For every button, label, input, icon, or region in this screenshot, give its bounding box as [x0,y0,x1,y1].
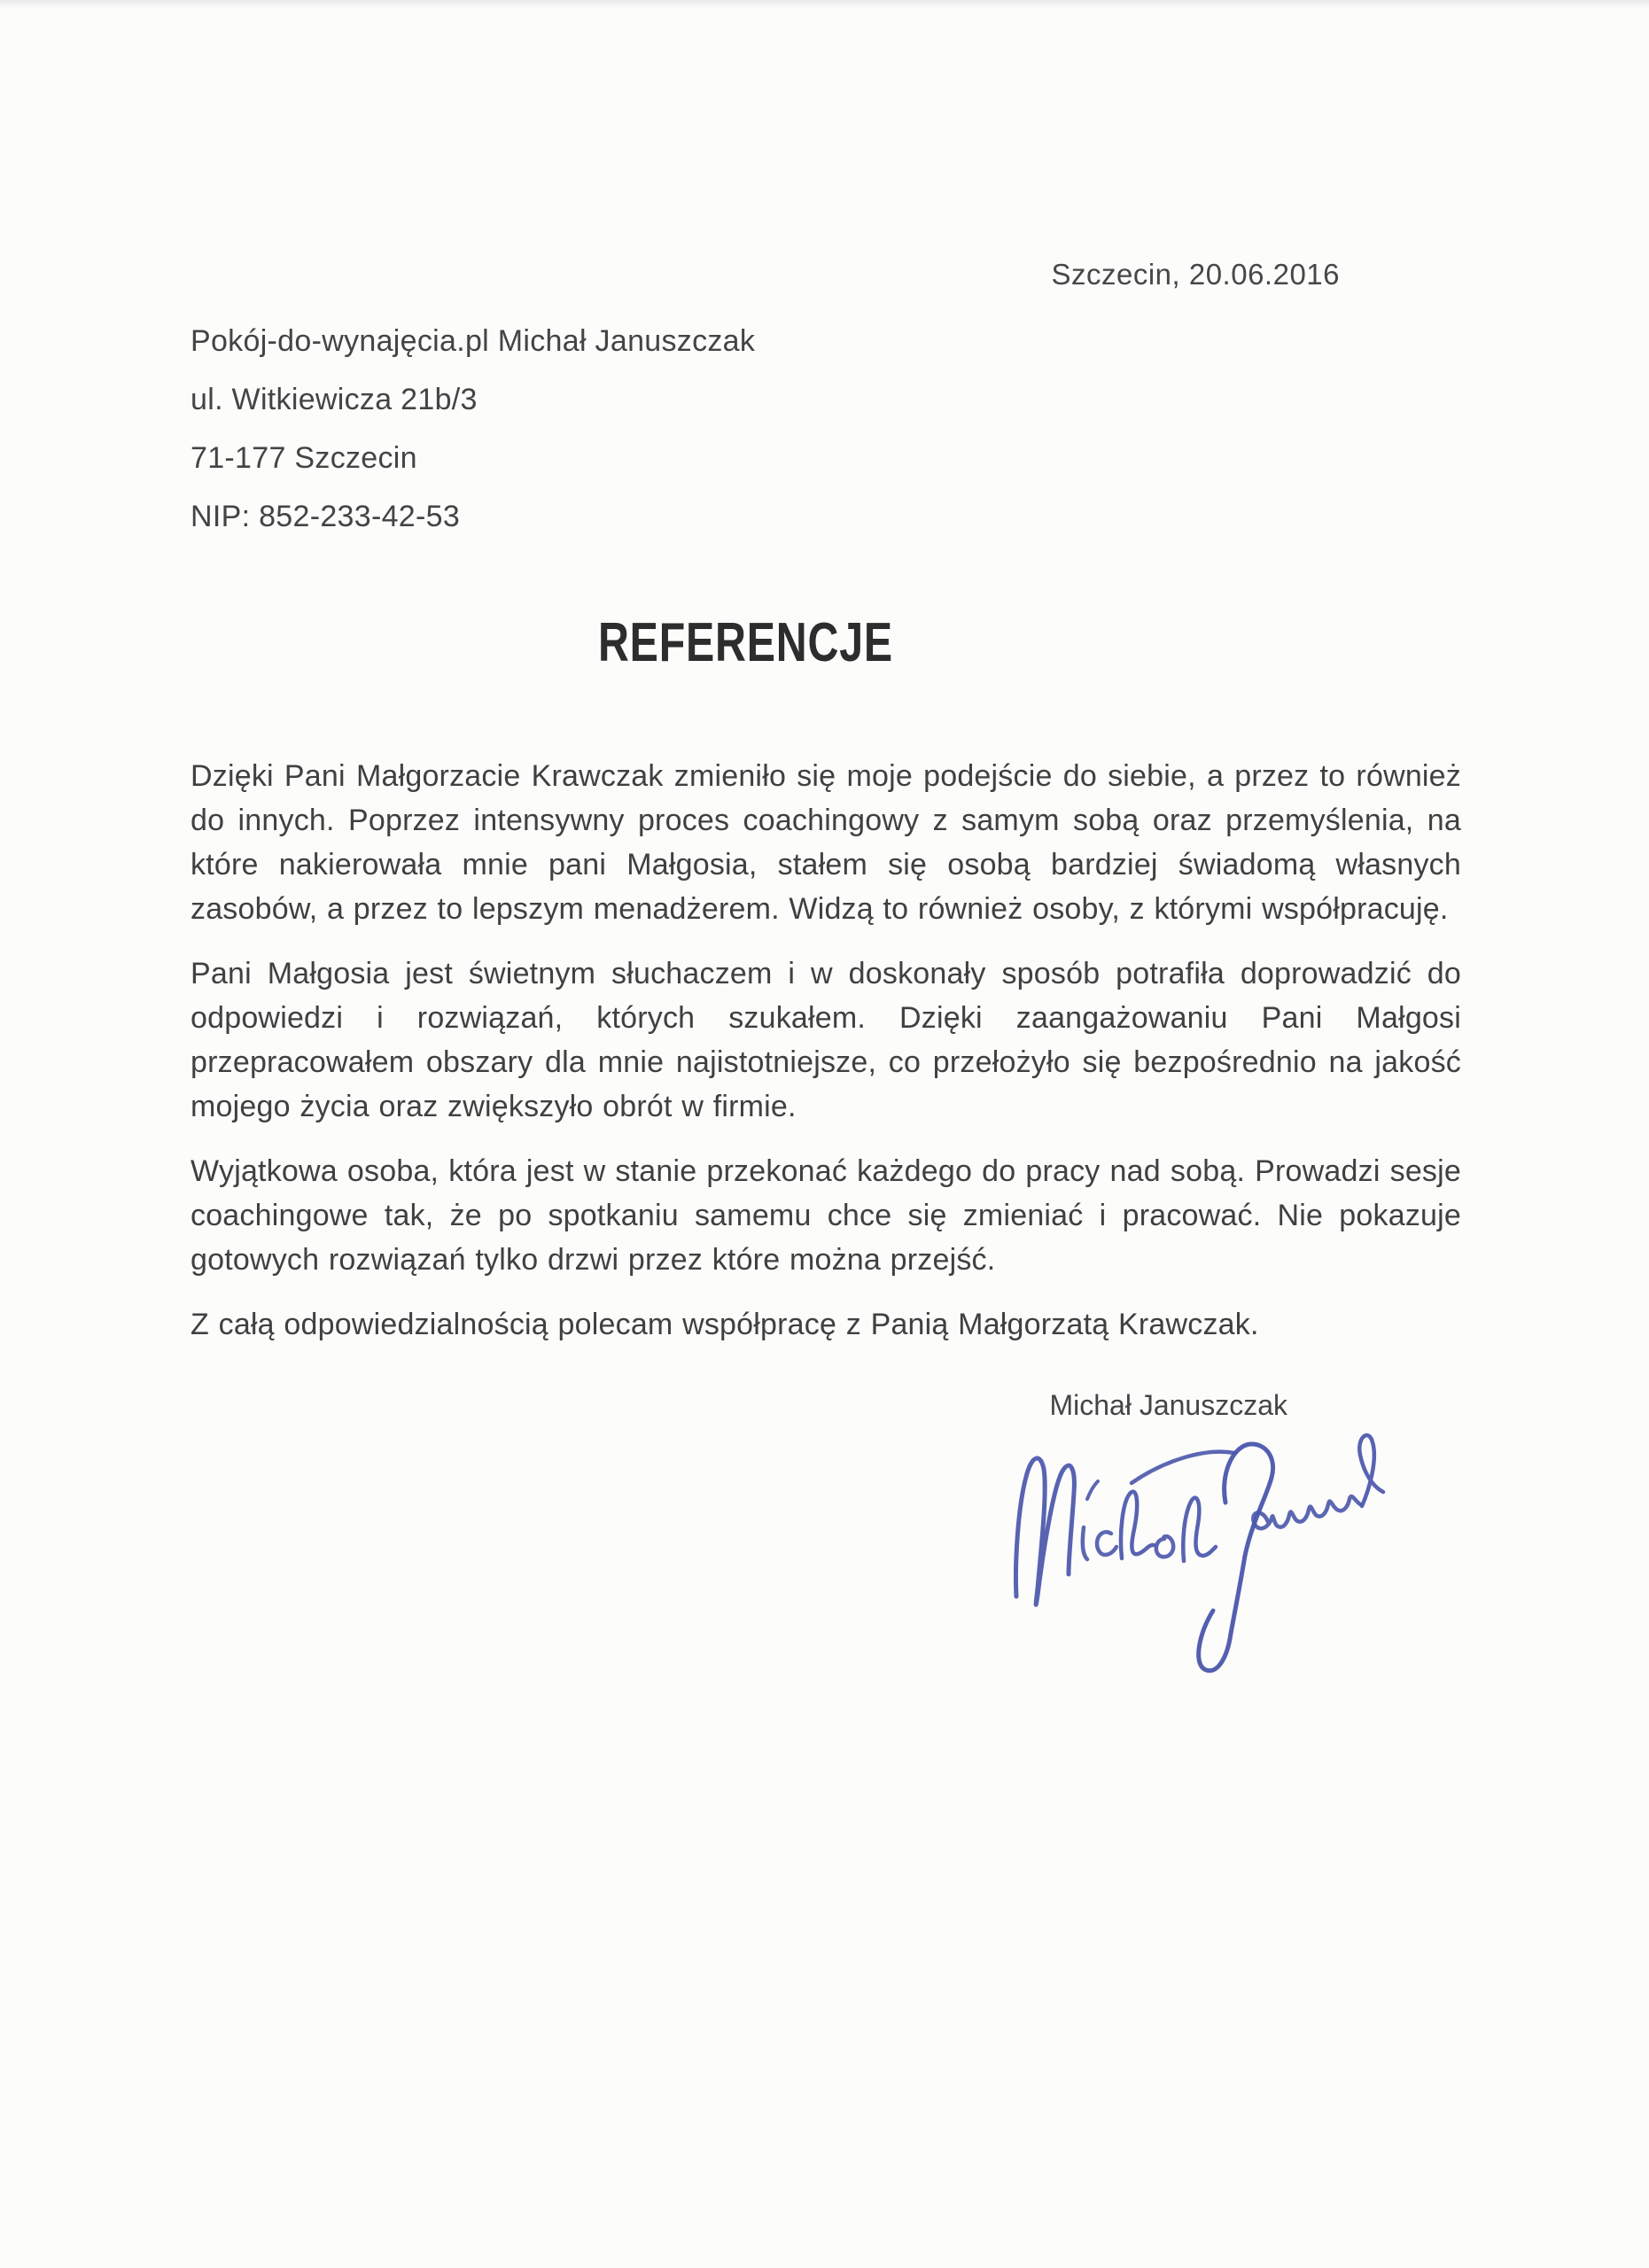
paragraph-4: Z całą odpowiedzialnością polecam współpracę z Panią Małgorzatą Krawczak. [191,1308,1259,1341]
handwritten-signature-ink [979,1414,1404,1697]
sender-line-city: 71-177 Szczecin [191,441,417,475]
signature-stroke-i [1083,1527,1087,1559]
sender-block [191,312,988,546]
signature-stroke-flourish [1359,1435,1383,1506]
sender-line-street: ul. Witkiewicza 21b/3 [191,383,478,416]
signature-stroke-h [1121,1492,1154,1558]
sender-line-company: Pokój-do-wynajęcia.pl Michał Januszczak [191,324,756,358]
signature-stroke-anuszcza [1253,1496,1360,1528]
scan-shadow-top [0,0,1649,9]
signature-stroke-swoosh [1132,1452,1234,1483]
signature-stroke-o [1156,1536,1173,1557]
letter-body [191,754,1461,1367]
paragraph-1: Dzięki Pani Małgorzacie Krawczak zmieniło się moje podejście do siebie, a przez to również do innych. Poprzez intensywny proces coachingowy z samym sobą oraz przemyślenia, na które nakierowała mnie pani Małgosia, stałem się osobą bardziej świadomą własnych zasobów, a przez to lepszym menadżerem. Widzą to również osoby, z którymi współpracuję. [191,759,1461,926]
signature-stroke-l [1183,1498,1216,1561]
letter-title-row [191,611,1300,674]
date-line: Szczecin, 20.06.2016 [1051,258,1340,291]
paragraph-2: Pani Małgosia jest świetnym słuchaczem i w doskonały sposób potrafiła doprowadzić do odpowiedzi i rozwiązań, których szukałem. Dzięki zaangażowaniu Pani Małgosi przepracowałem obszary dla mnie najistotniejsze, co przełożyło się bezpośrednio na jakość mojego życia oraz zwiększyło obrót w firmie. [191,957,1461,1123]
signature-stroke-m [1015,1458,1074,1604]
letter-title: REFERENCJE [597,612,893,673]
signature-printed-name: Michał Januszczak [1049,1389,1287,1421]
sender-line-nip: NIP: 852-233-42-53 [191,500,461,533]
signature-stroke-j [1199,1444,1273,1671]
paragraph-3: Wyjątkowa osoba, która jest w stanie przekonać każdego do pracy nad sobą. Prowadzi sesje coachingowe tak, że po spotkaniu samemu chce się zmieniać i pracować. Nie pokazuje gotowych rozwiązań tylko drzwi przez które można przejść. [191,1154,1461,1277]
signature-stroke-accent [1087,1481,1098,1499]
signature-stroke-c [1097,1532,1116,1555]
